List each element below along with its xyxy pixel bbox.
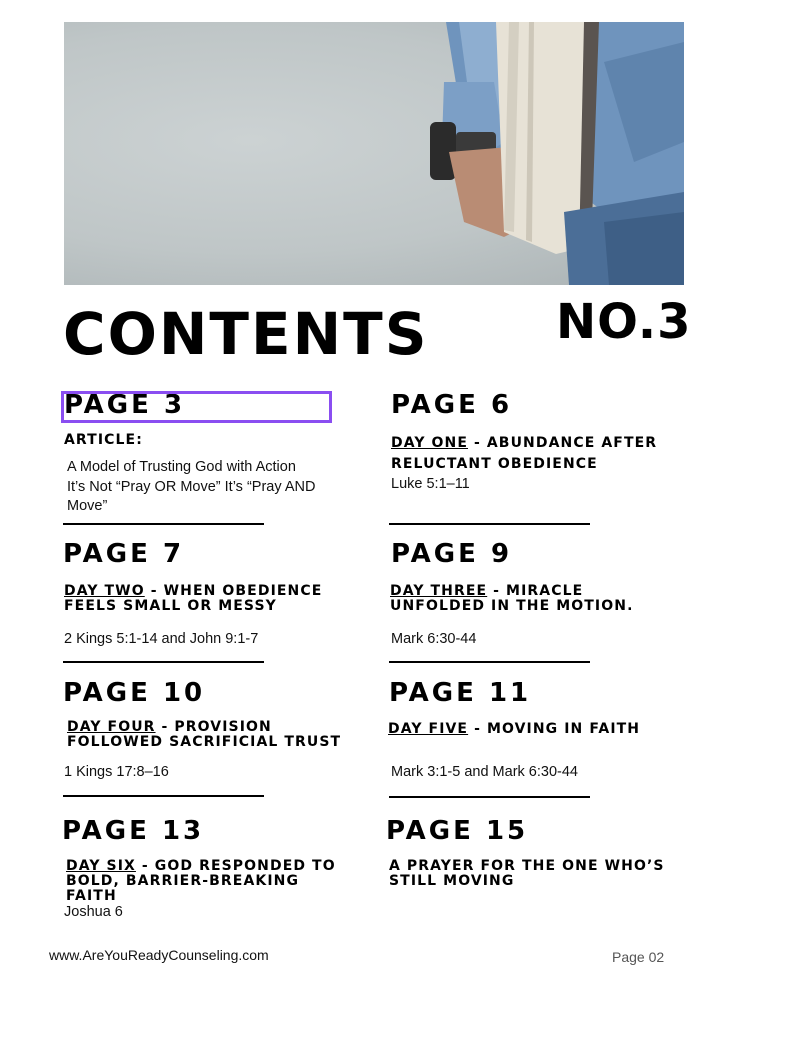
- entry-page-3-label: ARTICLE:: [64, 432, 143, 448]
- divider: [63, 661, 264, 663]
- divider: [389, 661, 590, 663]
- contents-title: CONTENTS: [63, 300, 429, 368]
- entry-page-6-heading[interactable]: PAGE 6: [391, 390, 513, 420]
- entry-page-13-scripture: Joshua 6: [64, 904, 123, 920]
- hero-photo: [64, 22, 684, 285]
- issue-number: NO.3: [556, 294, 692, 350]
- entry-page-7-title: DAY TWO - WHEN OBEDIENCE FEELS SMALL OR MESSY: [64, 583, 323, 614]
- entry-page-6-title: DAY ONE - ABUNDANCE AFTER RELUCTANT OBEDIENCE: [391, 435, 658, 472]
- entry-page-15-heading[interactable]: PAGE 15: [386, 816, 529, 846]
- entry-page-7-heading[interactable]: PAGE 7: [63, 539, 185, 569]
- entry-page-10-title: DAY FOUR - PROVISION FOLLOWED SACRIFICIAL TRUST: [67, 719, 342, 750]
- person-holding-bible-illustration: [64, 22, 684, 285]
- entry-page-11-heading[interactable]: PAGE 11: [389, 678, 532, 708]
- entry-page-13-heading[interactable]: PAGE 13: [62, 816, 205, 846]
- entry-page-10-heading[interactable]: PAGE 10: [63, 678, 206, 708]
- entry-page-6-scripture: Luke 5:1–11: [391, 476, 470, 492]
- entry-page-9-heading[interactable]: PAGE 9: [391, 539, 513, 569]
- entry-page-9-title: DAY THREE - MIRACLE UNFOLDED IN THE MOTION.: [390, 583, 634, 614]
- entry-page-9-scripture: Mark 6:30-44: [391, 631, 477, 647]
- divider: [63, 795, 264, 797]
- entry-page-3-heading[interactable]: PAGE 3: [64, 390, 186, 420]
- divider: [389, 796, 590, 798]
- entry-page-11-scripture: Mark 3:1-5 and Mark 6:30-44: [391, 764, 578, 780]
- entry-page-7-scripture: 2 Kings 5:1-14 and John 9:1-7: [64, 631, 259, 647]
- entry-page-10-scripture: 1 Kings 17:8–16: [64, 764, 169, 780]
- footer-page-number: Page 02: [612, 949, 665, 965]
- entry-page-15-title: A PRAYER FOR THE ONE WHO’S STILL MOVING: [389, 858, 665, 889]
- divider: [389, 523, 590, 525]
- entry-page-11-title: DAY FIVE - MOVING IN FAITH: [388, 721, 641, 737]
- selection-highlight: [61, 391, 332, 423]
- divider: [63, 523, 264, 525]
- entry-page-13-title: DAY SIX - GOD RESPONDED TO BOLD, BARRIER-BREAKING FAITH: [66, 858, 336, 904]
- footer-website[interactable]: www.AreYouReadyCounseling.com: [49, 947, 269, 963]
- entry-page-3-description: A Model of Trusting God with Action It’s Not “Pray OR Move” It’s “Pray AND Move”: [67, 459, 316, 514]
